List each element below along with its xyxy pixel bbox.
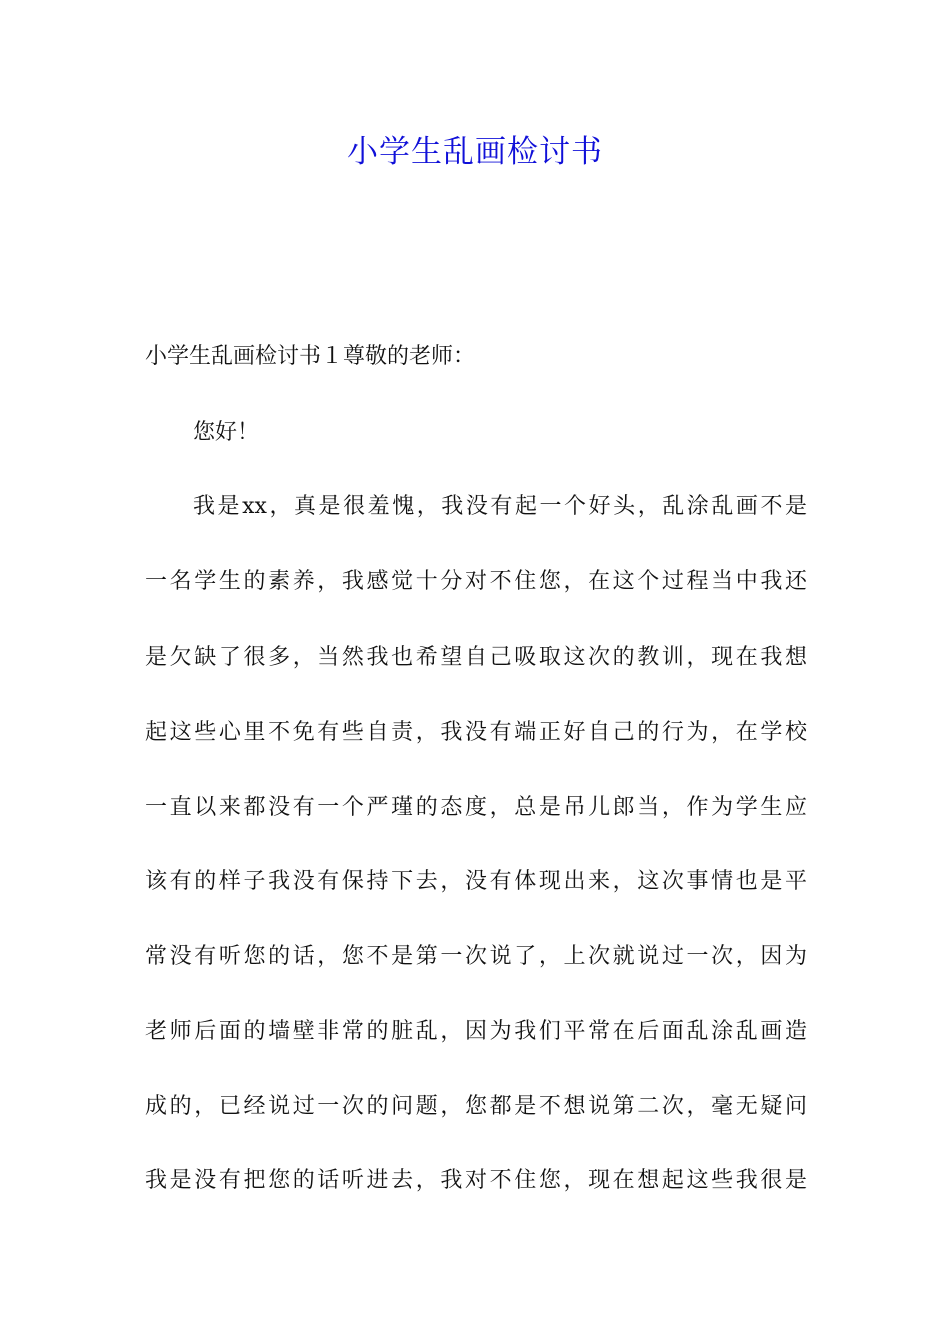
- greeting-line: 您好！: [193, 420, 260, 445]
- body-line: 起这些心里不免有些自责，我没有端正好自己的行为，在学校: [145, 720, 807, 745]
- body-line: 是欠缺了很多，当然我也希望自己吸取这次的教训，现在我想: [145, 645, 807, 670]
- body-line: 一名学生的素养，我感觉十分对不住您，在这个过程当中我还: [145, 569, 807, 594]
- body-line: 常没有听您的话，您不是第一次说了，上次就说过一次，因为: [145, 944, 807, 969]
- body-line: 该有的样子我没有保持下去，没有体现出来，这次事情也是平: [145, 869, 807, 894]
- body-line: 老师后面的墙壁非常的脏乱，因为我们平常在后面乱涂乱画造: [145, 1019, 807, 1044]
- opening-line: 小学生乱画检讨书１尊敬的老师：: [145, 344, 476, 369]
- body-line: 成的，已经说过一次的问题，您都是不想说第二次，毫无疑问: [145, 1094, 807, 1119]
- body-line: 我是没有把您的话听进去，我对不住您，现在想起这些我很是: [145, 1168, 807, 1193]
- body-line: 我是xx，真是很羞愧，我没有起一个好头，乱涂乱画不是: [193, 494, 807, 519]
- body-line: 一直以来都没有一个严瑾的态度，总是吊儿郎当，作为学生应: [145, 795, 807, 820]
- document-title: 小学生乱画检讨书: [347, 134, 603, 170]
